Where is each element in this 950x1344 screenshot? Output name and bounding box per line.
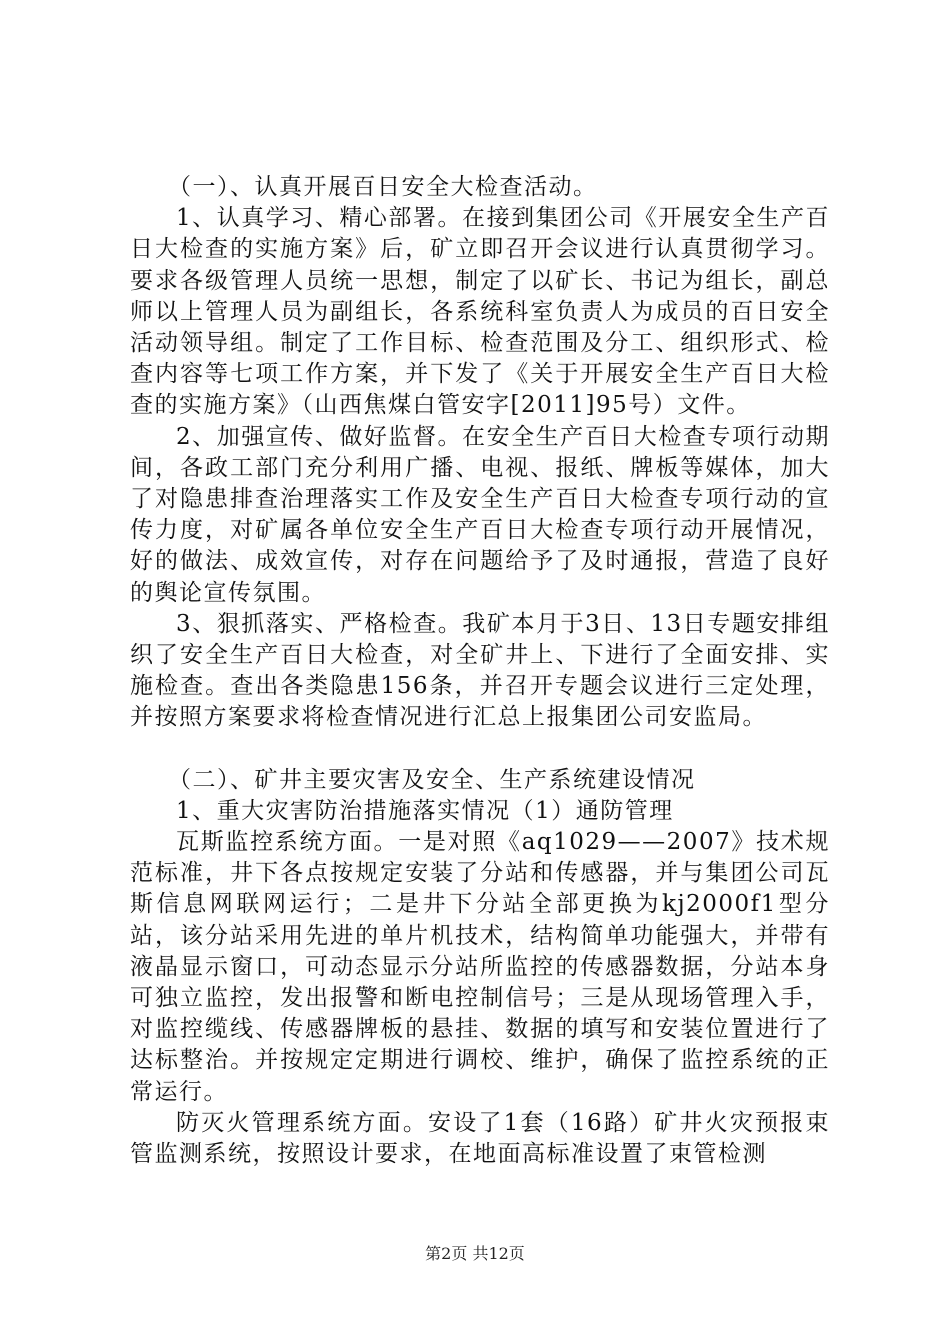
section-heading-2: （二）、矿井主要灾害及安全、生产系统建设情况 bbox=[168, 766, 696, 793]
paragraph-fire-prevention: 防灭火管理系统方面。安设了1套（16路）矿井火灾预报束管监测系统，按照设计要求，在地面高标准设置了束管检测 bbox=[130, 1109, 830, 1168]
page-footer: 第2页 共12页 bbox=[425, 1244, 525, 1263]
paragraph-disaster-measures: 1、重大灾害防治措施落实情况（1）通防管理 bbox=[176, 797, 674, 824]
paragraph-inspection: 3、狠抓落实、严格检查。我矿本月于3日、13日专题安排组织了安全生产百日大检查，对全矿井上、下进行了全面安排、实施检查。查出各类隐患156条，并召开专题会议进行三定处理，并按照方案要求将检查情况进行汇总上报集团公司安监局。 bbox=[130, 610, 830, 731]
paragraph-publicity: 2、加强宣传、做好监督。在安全生产百日大检查专项行动期间，各政工部门充分利用广播、电视、报纸、牌板等媒体，加大了对隐患排查治理落实工作及安全生产百日大检查专项行动的宣传力度，对矿属各单位安全生产百日大检查专项行动开展情况，好的做法、成效宣传，对存在问题给予了及时通报，营造了良好的舆论宣传氛围。 bbox=[130, 423, 830, 606]
document-body bbox=[130, 172, 830, 1170]
paragraph-gas-monitoring: 瓦斯监控系统方面。一是对照《aq1029——2007》技术规范标准，井下各点按规定安装了分站和传感器，并与集团公司瓦斯信息网联网运行；二是井下分站全部更换为kj2000f1型分站，该分站采用先进的单片机技术，结构简单功能强大，并带有液晶显示窗口，可动态显示分站所监控的传感器数据，分站本身可独立监控，发出报警和断电控制信号；三是从现场管理入手，对监控缆线、传感器牌板的悬挂、数据的填写和安装位置进行了达标整治。并按规定定期进行调校、维护，确保了监控系统的正常运行。 bbox=[130, 829, 830, 1105]
section-heading-1: （一）、认真开展百日安全大检查活动。 bbox=[168, 174, 598, 200]
paragraph-study-deploy: 1、认真学习、精心部署。在接到集团公司《开展安全生产百日大检查的实施方案》后，矿立即召开会议进行认真贯彻学习。要求各级管理人员统一思想，制定了以矿长、书记为组长，副总师以上管理人员为副组长，各系统科室负责人为成员的百日安全活动领导组。制定了工作目标、检查范围及分工、组织形式、检查内容等七项工作方案，并下发了《关于开展安全生产百日大检查的实施方案》（山西焦煤白管安字[2011]95号）文件。 bbox=[130, 205, 830, 419]
paragraph-gap bbox=[130, 734, 830, 765]
